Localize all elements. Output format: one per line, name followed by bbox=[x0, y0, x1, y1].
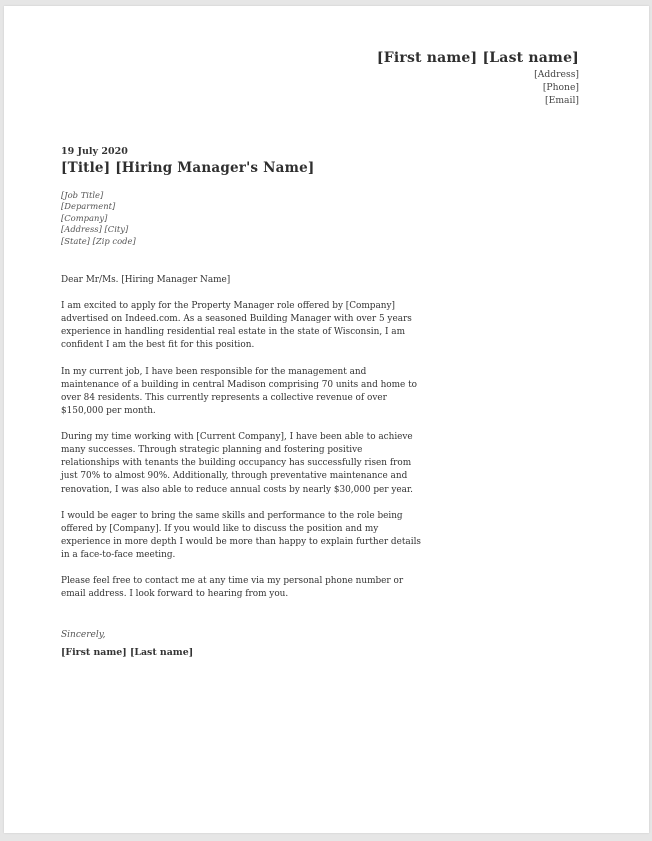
recipient-job-title: [Job Title] bbox=[61, 190, 104, 200]
closing: Sincerely, bbox=[61, 630, 106, 640]
recipient-state-zip: [State] [Zip code] bbox=[61, 235, 136, 246]
letter-date: 19 July 2020 bbox=[61, 146, 128, 157]
salutation: Dear Mr/Ms. [Hiring Manager Name] bbox=[61, 275, 231, 285]
sender-email: [Email] bbox=[545, 95, 579, 106]
body-paragraph-3: During my time working with [Current Company], I have been able to achieve many successes. Through strategic planning and fostering positive relationships with tenants the building occupancy has successfully risen from just 70% to almost 90%. Additionally, through preventative maintenance and renovation, I was also able to reduce annual costs by nearly $30,000 per year. bbox=[61, 432, 414, 495]
body-paragraph-5: Please feel free to contact me at any time via my personal phone number or email address. I look forward to hearing from you. bbox=[61, 576, 404, 600]
recipient-title: [Title] [Hiring Manager's Name] bbox=[61, 160, 315, 176]
sender-address: [Address] bbox=[534, 69, 579, 80]
recipient-address-city: [Address] [City] bbox=[61, 224, 129, 235]
body-paragraph-1: I am excited to apply for the Property Manager role offered by [Company] advertised on Indeed.com. As a seasoned Building Manager with over 5 years experience in handling residential real estate in the state of Wisconsin, I am confident I am the best fit for this position. bbox=[61, 301, 412, 351]
letter-body bbox=[61, 274, 423, 614]
sender-block bbox=[377, 49, 579, 107]
signature: [First name] [Last name] bbox=[61, 647, 194, 658]
sender-phone: [Phone] bbox=[542, 82, 579, 93]
letter-page bbox=[4, 6, 649, 833]
sender-name: [First name] [Last name] bbox=[376, 50, 579, 66]
body-paragraph-2: In my current job, I have been responsible for the management and maintenance of a building in central Madison comprising 70 units and home to over 84 residents. This currently represents a collective revenue of over $150,000 per month. bbox=[61, 366, 418, 416]
recipient-address-block bbox=[61, 190, 136, 247]
recipient-department: [Deparment] bbox=[61, 201, 116, 212]
recipient-company: [Company] bbox=[61, 212, 108, 223]
body-paragraph-4: I would be eager to bring the same skills and performance to the role being offered by [Company]. If you would like to discuss the position and my experience in more depth I would be more than happy to explain further details in a face-to-face meeting. bbox=[61, 510, 421, 560]
